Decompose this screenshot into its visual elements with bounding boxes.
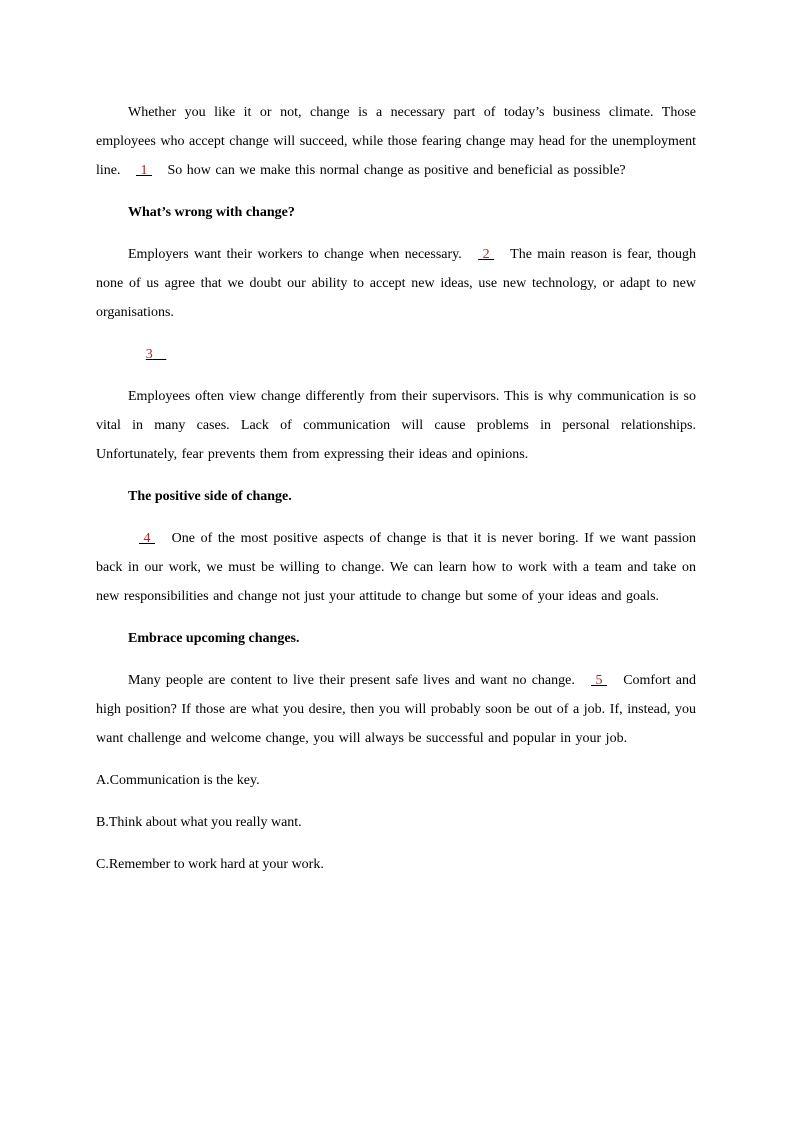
blank-5: 5 <box>595 673 603 688</box>
document-page <box>96 98 696 892</box>
paragraph-intro-text-after: So how can we make this normal change as positive and beneficial as possible? <box>163 163 626 178</box>
heading-embrace: Embrace upcoming changes. <box>128 631 300 646</box>
paragraph-content-text-after: Comfort and high position? If those are what you desire, then you will probably soon be out of a job. If, instead, you want challenge and welcome change, you will always be successful and popular in your job. <box>96 673 697 746</box>
paragraph-content <box>96 666 696 753</box>
option-b: B.Think about what you really want. <box>96 815 302 830</box>
blank-1: 1 <box>140 163 148 178</box>
paragraph-positive-text-after: One of the most positive aspects of change is that it is never boring. If we want passion back in our work, we must be willing to change. We can learn how to work with a team and take on new responsibilities and change not just your attitude to change but some of your ideas and goals. <box>96 531 696 604</box>
paragraph-content-text-before: Many people are content to live their present safe lives and want no change. <box>128 673 581 688</box>
blank-3: 3 <box>145 347 153 362</box>
paragraph-employers <box>96 240 696 327</box>
option-a: A.Communication is the key. <box>96 773 260 788</box>
paragraph-intro <box>96 98 696 185</box>
heading-whats-wrong: What’s wrong with change? <box>128 205 295 220</box>
paragraph-intro-text-before: Whether you like it or not, change is a necessary part of today’s business climate. Those employees who accept change will succeed, while those fearing change may head for the unemployment line. <box>96 105 696 178</box>
paragraph-employers-text-before: Employers want their workers to change when necessary. <box>128 247 468 262</box>
paragraph-positive <box>96 524 696 611</box>
paragraph-blank-3 <box>96 340 696 369</box>
option-c: C.Remember to work hard at your work. <box>96 857 324 872</box>
paragraph-communication: Employees often view change differently from their supervisors. This is why communication is so vital in many cases. Lack of communication will cause problems in personal relationships. Unfortunately, fear prevents them from expressing their ideas and opinions. <box>96 389 696 462</box>
paragraph-employers-text-after: The main reason is fear, though none of us agree that we doubt our ability to accept new ideas, use new technology, or adapt to new organisations. <box>96 247 697 320</box>
blank-2: 2 <box>482 247 490 262</box>
heading-positive-side: The positive side of change. <box>128 489 292 504</box>
blank-4: 4 <box>143 531 151 546</box>
